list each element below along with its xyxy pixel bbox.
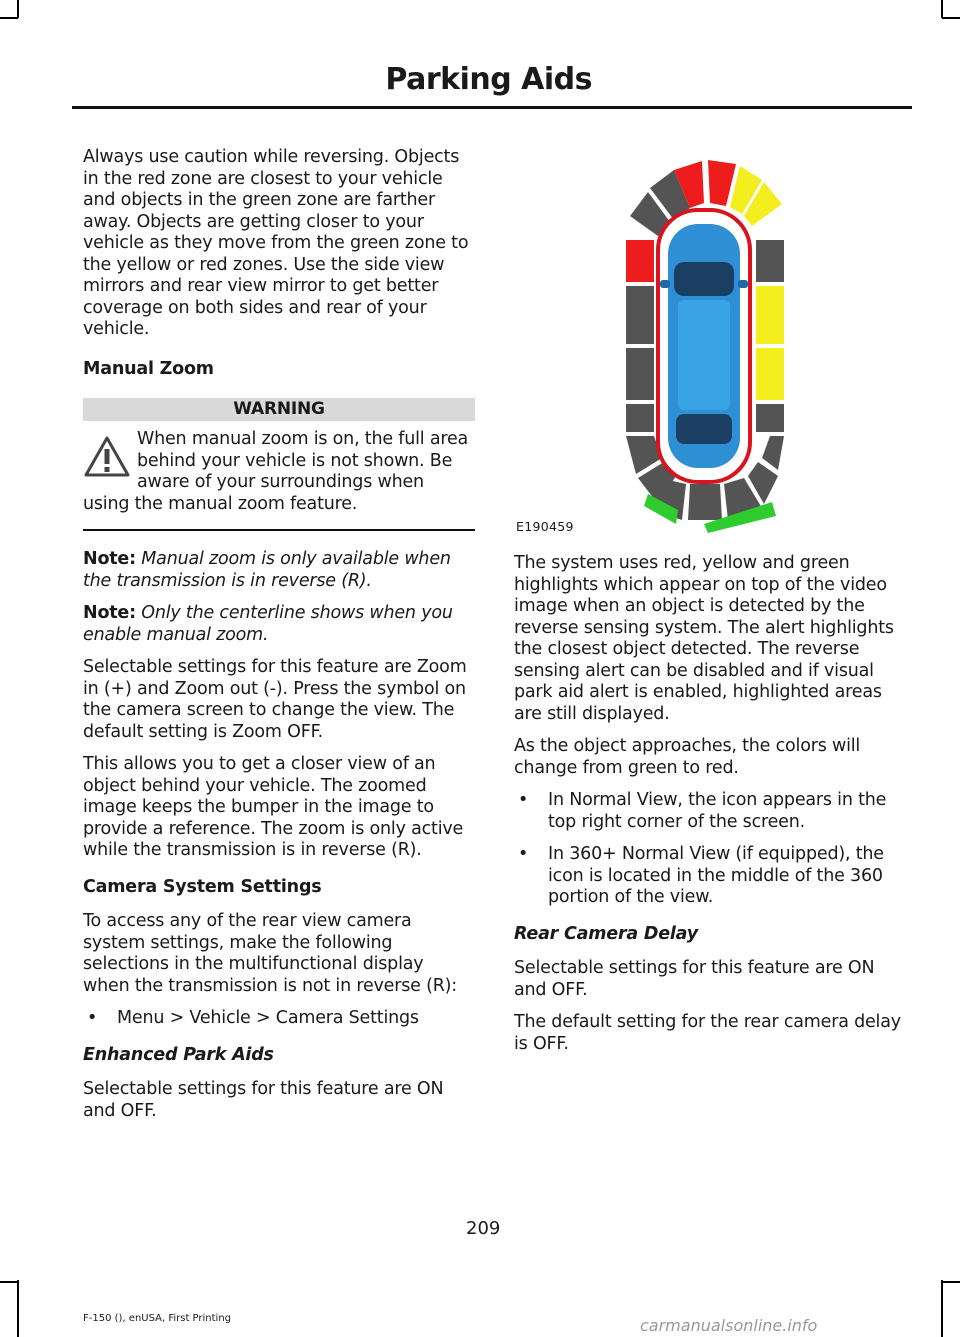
- park-aid-diagram: [612, 158, 798, 533]
- rear-zone-7: [762, 436, 784, 470]
- car-mirror-right: [738, 280, 748, 288]
- note-text: Only the centerline shows when you enable manual zoom.: [83, 603, 453, 645]
- bullet-icon: •: [518, 844, 529, 864]
- crop-mark: [942, 1281, 960, 1283]
- highlights-paragraph: The system uses red, yellow and green highlights which appear on top of the video image when an object is detected by the reverse sensing system. The alert highlights the closest object detected. The reverse sensing alert can be disabled and if visual park aid alert is enabled, highlighted areas are still displayed.: [514, 553, 894, 724]
- note-label: Note:: [83, 549, 136, 569]
- crop-mark: [0, 1281, 18, 1283]
- crop-mark: [0, 17, 18, 19]
- crop-mark: [17, 0, 19, 18]
- crop-mark: [941, 1280, 943, 1337]
- car-windshield: [674, 262, 734, 296]
- note-manual-zoom: [83, 549, 475, 592]
- note-label: Note:: [83, 603, 136, 623]
- crop-mark: [941, 0, 943, 18]
- note-centerline: [83, 603, 475, 646]
- page-number: 209: [466, 1218, 501, 1239]
- enhanced-park-aids-heading: Enhanced Park Aids: [83, 1044, 274, 1065]
- list-item: [83, 1008, 475, 1030]
- camera-settings-paragraph: To access any of the rear view camera system settings, make the following selections in the multifunctional display when the transmission is not in reverse (R):: [83, 911, 457, 996]
- left-column: [83, 147, 475, 1133]
- warning-triangle-icon: [83, 435, 131, 479]
- crop-mark: [942, 17, 960, 19]
- rear-zone-4: [688, 484, 722, 520]
- side-zone-left-2: [626, 286, 654, 344]
- delay-default-paragraph: The default setting for the rear camera delay is OFF.: [514, 1012, 901, 1054]
- list-item: [514, 790, 910, 833]
- approach-paragraph: As the object approaches, the colors will change from green to red.: [514, 736, 861, 778]
- side-zone-right-4: [756, 404, 784, 432]
- car-roof: [678, 300, 730, 410]
- menu-path: Menu > Vehicle > Camera Settings: [117, 1008, 419, 1028]
- side-zone-right-3: [756, 348, 784, 400]
- car-mirror-left: [660, 280, 670, 288]
- bullet-icon: •: [518, 790, 529, 810]
- side-zone-right-1: [756, 240, 784, 282]
- watermark: carmanualsonline.info: [640, 1316, 818, 1335]
- front-zone-red-center: [708, 160, 736, 206]
- rear-camera-delay-heading: Rear Camera Delay: [514, 923, 698, 944]
- crop-mark: [17, 1280, 19, 1337]
- figure-label: E190459: [516, 519, 574, 534]
- bullet-text: In 360+ Normal View (if equipped), the icon is located in the middle of the 360 portion of the view.: [548, 844, 884, 907]
- page-title: Parking Aids: [385, 62, 592, 97]
- manual-zoom-heading: Manual Zoom: [83, 358, 214, 379]
- zoom-settings-paragraph: Selectable settings for this feature are Zoom in (+) and Zoom out (-). Press the symbol on the camera screen to change the view. The default setting is Zoom OFF.: [83, 657, 467, 742]
- printing-info: F-150 (), enUSA, First Printing: [83, 1313, 232, 1324]
- car-rear-window: [676, 414, 732, 444]
- delay-paragraph: Selectable settings for this feature are ON and OFF.: [514, 958, 875, 1000]
- warning-box: [83, 429, 475, 515]
- list-item: [514, 844, 910, 909]
- note-text: Manual zoom is only available when the transmission is in reverse (R).: [83, 549, 451, 591]
- side-zone-left-1: [626, 240, 654, 282]
- side-zone-left-4: [626, 404, 654, 432]
- warning-text: When manual zoom is on, the full area behind your vehicle is not shown. Be aware of your surroundings when using the manual zoom feature.: [83, 429, 469, 514]
- bullet-text: In Normal View, the icon appears in the top right corner of the screen.: [548, 790, 887, 832]
- warning-banner: WARNING: [83, 398, 475, 421]
- zoom-description-paragraph: This allows you to get a closer view of an object behind your vehicle. The zoomed image keeps the bumper in the image to provide a reference. The zoom is only active while the transmission is in reverse (R).: [83, 754, 464, 860]
- right-column: [514, 553, 910, 1066]
- header-divider: [72, 106, 912, 109]
- warning-divider: [83, 529, 475, 531]
- enhanced-park-aids-paragraph: Selectable settings for this feature are ON and OFF.: [83, 1079, 444, 1121]
- bullet-icon: •: [87, 1008, 98, 1028]
- camera-settings-heading: Camera System Settings: [83, 876, 322, 897]
- side-zone-right-2: [756, 286, 784, 344]
- side-zone-left-3: [626, 348, 654, 400]
- intro-paragraph: Always use caution while reversing. Objects in the red zone are closest to your vehicle and objects in the green zone are farther away. Objects are getting closer to your vehicle as they move from the green zone to the yellow or red zones. Use the side view mirrors and rear view mirror to get better coverage on both sides and rear of your vehicle.: [83, 147, 469, 339]
